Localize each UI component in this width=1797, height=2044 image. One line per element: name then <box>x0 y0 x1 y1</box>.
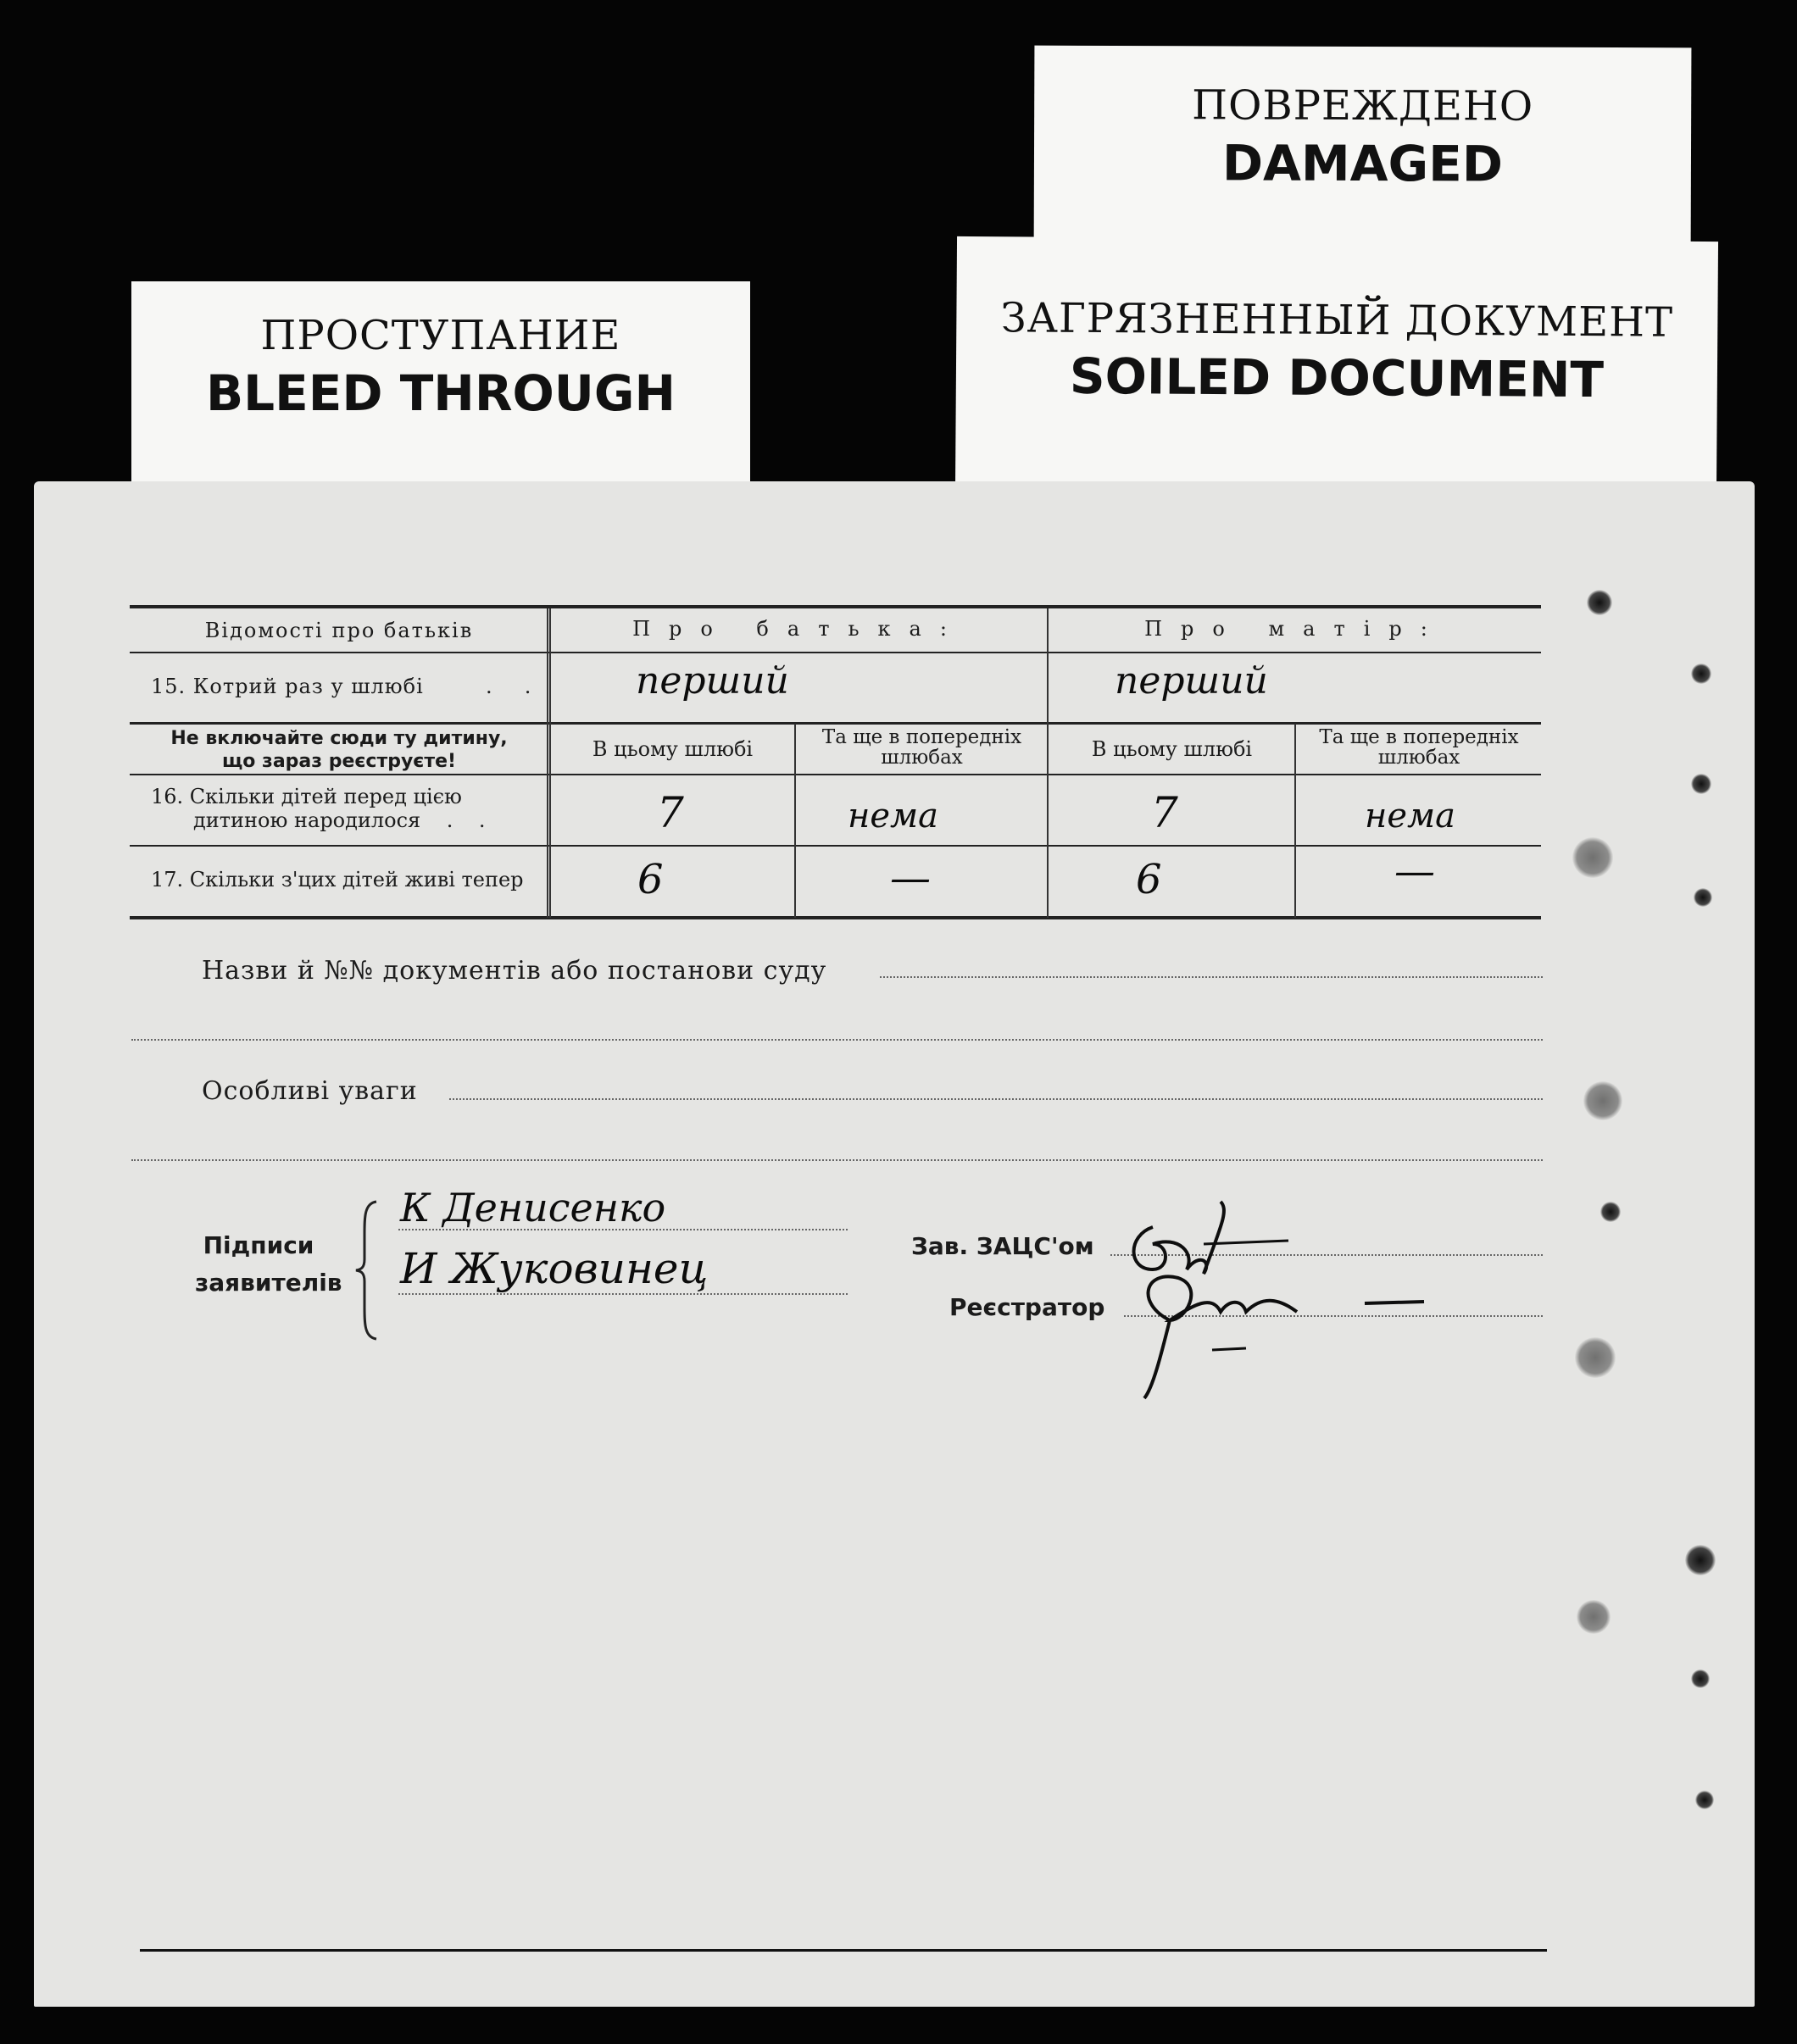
header-mother: Про матір: <box>1144 617 1446 641</box>
col-father-previous-line2: шлюбах <box>881 747 963 769</box>
curly-brace-icon <box>354 1200 380 1341</box>
table-column-rule <box>1047 608 1049 918</box>
row16-label-line2-text: дитиною народилося <box>193 808 421 832</box>
table-top-rule <box>130 605 1541 608</box>
official-signature-scribble <box>1119 1176 1492 1447</box>
table-rule <box>130 722 1541 725</box>
table-rule <box>130 845 1541 847</box>
table-rule <box>130 774 1541 775</box>
row17-mother-this-value: 6 <box>1136 856 1162 903</box>
binding-hole-mark <box>1691 664 1711 684</box>
remarks-dotted-line-2 <box>131 1159 1543 1161</box>
row17-father-prev-value: — <box>890 854 931 902</box>
row16-label <box>151 785 485 832</box>
documents-dotted-line-2 <box>131 1039 1543 1041</box>
row16-mother-prev-value: нема <box>1365 797 1456 836</box>
row16-father-prev-value: нема <box>848 797 939 836</box>
table-column-rule <box>794 724 796 918</box>
page-bottom-rule <box>140 1949 1547 1952</box>
table-rule <box>130 652 1541 653</box>
table-bottom-rule <box>130 916 1541 919</box>
documents-dotted-line <box>880 976 1543 978</box>
col-father-previous-line1: Та ще в попередніх <box>821 726 1022 748</box>
binding-hole-mark <box>1572 837 1613 878</box>
applicant2-signature: И Жуковинец <box>400 1244 709 1293</box>
row16-mother-this-value: 7 <box>1151 788 1178 837</box>
col-mother-previous-line2: шлюбах <box>1377 747 1460 769</box>
exclude-child-note <box>131 727 547 773</box>
col-mother-previous-line1: Та ще в попередніх <box>1319 726 1519 748</box>
row16-label-line2: дитиною народилося . . <box>193 808 486 832</box>
row15-mother-value: перший <box>1115 659 1268 703</box>
applicants-label-line1: Підписи <box>203 1231 314 1259</box>
row17-father-this-value: 6 <box>637 856 664 903</box>
soiled-label-card <box>955 236 1718 496</box>
row15-dots: . . <box>486 675 531 698</box>
binding-hole-mark <box>1695 1791 1714 1809</box>
soiled-label-ru: ЗАГРЯЗНЕННЫЙ ДОКУМЕНТ <box>1000 294 1674 347</box>
header-parents: Відомості про батьків <box>204 619 474 642</box>
binding-hole-mark <box>1691 1669 1710 1688</box>
registrar-label: Реєстратор <box>949 1293 1105 1321</box>
exclude-child-note-line1: Не включайте сюди ту дитину, <box>170 728 508 749</box>
bleed-through-label-ru: ПРОСТУПАНИЕ <box>260 312 621 359</box>
col-mother-this-marriage: В цьому шлюбі <box>1091 737 1253 761</box>
binding-hole-mark <box>1583 1081 1622 1120</box>
row15-father-value: перший <box>636 659 789 703</box>
document-page <box>34 481 1755 2007</box>
col-father-previous-marriages <box>797 727 1047 768</box>
row16-label-line1: 16. Скільки дітей перед цією <box>151 785 462 808</box>
binding-hole-mark <box>1691 774 1711 794</box>
col-father-this-marriage: В цьому шлюбі <box>592 737 754 761</box>
damaged-label-ru: ПОВРЕЖДЕНО <box>1192 81 1534 131</box>
head-of-registry-label: Зав. ЗАЦС'ом <box>911 1232 1094 1260</box>
row15-label: 15. Котрий раз у шлюбі <box>151 675 424 698</box>
table-column-rule <box>549 608 551 918</box>
remarks-dotted-line <box>449 1098 1543 1100</box>
table-column-rule <box>1294 724 1296 918</box>
applicant1-signature: К Денисенко <box>400 1185 666 1230</box>
header-father: Про батька: <box>632 617 965 641</box>
binding-hole-mark <box>1577 1600 1611 1634</box>
applicants-label-line2: заявителів <box>195 1269 342 1297</box>
applicants-signatures-label <box>195 1227 342 1302</box>
applicant2-signature-line <box>398 1293 848 1295</box>
remarks-label: Особливі уваги <box>202 1076 418 1106</box>
binding-hole-mark <box>1694 888 1712 907</box>
binding-hole-mark <box>1685 1545 1716 1575</box>
soiled-label-en: SOILED DOCUMENT <box>1069 347 1605 409</box>
row17-label: 17. Скільки з'цих дітей живі тепер <box>151 868 524 891</box>
documents-label: Назви й №№ документів або постанови суду <box>202 956 827 986</box>
col-mother-previous-marriages <box>1297 727 1541 768</box>
binding-hole-mark <box>1600 1202 1621 1222</box>
binding-hole-mark <box>1575 1337 1616 1378</box>
bleed-through-label-en: BLEED THROUGH <box>205 364 676 422</box>
binding-hole-mark <box>1587 590 1612 615</box>
exclude-child-note-line2: що зараз реєструєте! <box>221 751 457 772</box>
row17-mother-prev-value: — <box>1394 847 1435 895</box>
bleed-through-label-card <box>131 281 750 485</box>
table-column-rule <box>547 608 548 918</box>
damaged-label-card <box>1034 46 1692 260</box>
row16-father-this-value: 7 <box>657 788 684 837</box>
damaged-label-en: DAMAGED <box>1221 134 1504 193</box>
